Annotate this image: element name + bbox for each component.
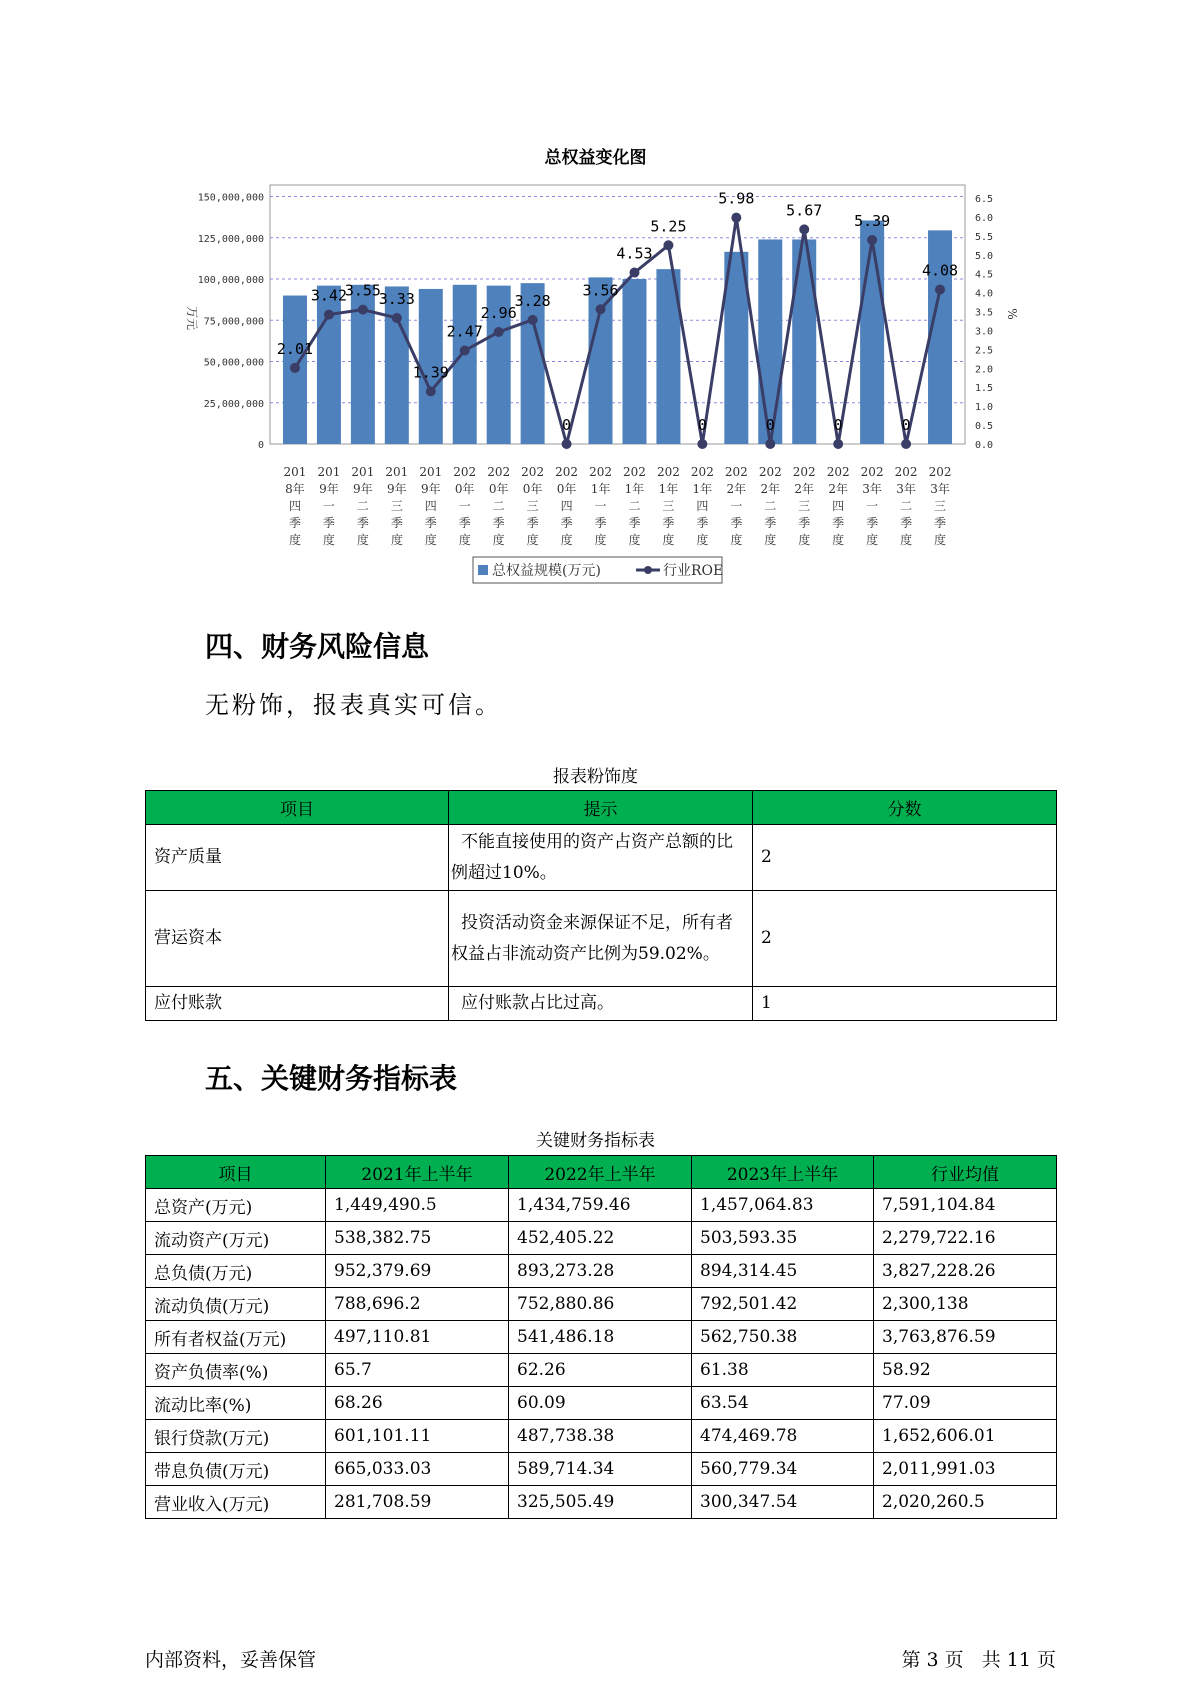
kpi-cell: 62.26 xyxy=(509,1354,692,1387)
table-row xyxy=(146,1189,1057,1222)
roe-data-label: 3.55 xyxy=(344,281,381,300)
kpi-cell: 665,033.03 xyxy=(326,1453,509,1486)
y2-tick-label: 3.0 xyxy=(975,326,994,338)
roe-point xyxy=(460,346,470,356)
kpi-cell: 325,505.49 xyxy=(509,1486,692,1519)
risk-item: 营运资本 xyxy=(146,891,449,987)
legend-line-label: 行业ROE xyxy=(663,563,724,579)
roe-data-label: 0 xyxy=(765,416,775,434)
kpi-cell: 487,738.38 xyxy=(509,1420,692,1453)
kpi-cell: 60.09 xyxy=(509,1387,692,1420)
bar xyxy=(860,220,884,444)
kpi-cell: 503,593.35 xyxy=(692,1222,874,1255)
kpi-cell: 562,750.38 xyxy=(692,1321,874,1354)
x-tick-label: 202 0年三季度 xyxy=(521,465,545,547)
table-row xyxy=(146,1453,1057,1486)
kpi-cell: 300,347.54 xyxy=(692,1486,874,1519)
y2-tick-label: 6.0 xyxy=(975,212,994,224)
risk-score: 1 xyxy=(753,987,1057,1021)
y-tick-label: 25,000,000 xyxy=(203,398,264,410)
y-tick-label: 50,000,000 xyxy=(203,357,264,369)
table-row xyxy=(146,825,1057,891)
risk-table-caption: 报表粉饰度 xyxy=(553,767,638,787)
roe-data-label: 3.28 xyxy=(514,291,551,310)
kpi-cell: 2,011,991.03 xyxy=(874,1453,1057,1486)
kpi-cell: 952,379.69 xyxy=(326,1255,509,1288)
x-tick-label: 201 9年二季度 xyxy=(351,465,375,547)
x-tick-label: 202 1年一季度 xyxy=(589,465,612,547)
risk-header-item: 项目 xyxy=(146,791,449,825)
y-tick-label: 75,000,000 xyxy=(203,316,264,328)
risk-note: 应付账款占比过高。 xyxy=(449,987,753,1021)
roe-point xyxy=(562,439,572,449)
roe-point xyxy=(494,327,504,337)
risk-score: 2 xyxy=(753,891,1057,987)
y2-tick-label: 6.5 xyxy=(975,194,994,205)
kpi-cell: 281,708.59 xyxy=(326,1486,509,1519)
x-tick-label: 201 9年四季度 xyxy=(419,465,443,547)
table-row xyxy=(146,891,1057,987)
x-tick-label: 202 3年一季度 xyxy=(860,465,884,547)
y-tick-label: 125,000,000 xyxy=(197,233,264,245)
legend-bar-label: 总权益规模(万元) xyxy=(492,563,601,579)
roe-data-label: 5.67 xyxy=(786,201,823,220)
y2-tick-label: 5.5 xyxy=(975,231,994,243)
kpi-cell: 589,714.34 xyxy=(509,1453,692,1486)
roe-data-label: 3.42 xyxy=(310,286,347,305)
x-tick-label: 202 0年四季度 xyxy=(555,465,579,547)
table-row xyxy=(146,1420,1057,1453)
section4-text: 无粉饰，报表真实可信。 xyxy=(205,691,502,719)
chart-title: 总权益变化图 xyxy=(544,148,647,168)
roe-point xyxy=(358,305,368,315)
y2-tick-label: 0.5 xyxy=(975,421,994,433)
roe-point xyxy=(392,313,402,323)
kpi-header-2022: 2022年上半年 xyxy=(509,1156,692,1189)
kpi-cell: 7,591,104.84 xyxy=(874,1189,1057,1222)
x-tick-label: 202 2年二季度 xyxy=(758,465,782,547)
kpi-item: 所有者权益(万元) xyxy=(146,1321,326,1354)
kpi-item: 流动负债(万元) xyxy=(146,1288,326,1321)
roe-point xyxy=(901,439,911,449)
x-tick-label: 202 2年一季度 xyxy=(724,465,748,547)
roe-point xyxy=(290,363,300,373)
risk-item: 资产质量 xyxy=(146,825,449,891)
kpi-item: 银行贷款(万元) xyxy=(146,1420,326,1453)
table-row xyxy=(146,1288,1057,1321)
roe-data-label: 2.96 xyxy=(480,303,517,322)
footer-note: 内部资料，妥善保管 xyxy=(145,1649,317,1671)
roe-data-label: 4.53 xyxy=(616,244,653,263)
legend-bar-swatch xyxy=(478,565,488,575)
risk-score: 2 xyxy=(753,825,1057,891)
kpi-item: 总负债(万元) xyxy=(146,1255,326,1288)
roe-point xyxy=(528,315,538,325)
page-number: 第 3 页 共 11 页 xyxy=(901,1649,1056,1671)
kpi-header-item: 项目 xyxy=(146,1156,326,1189)
y2-tick-label: 1.5 xyxy=(975,383,994,395)
table-row xyxy=(146,1387,1057,1420)
roe-point xyxy=(935,285,945,295)
roe-point xyxy=(799,224,809,234)
roe-data-label: 0 xyxy=(833,416,843,434)
roe-point xyxy=(731,213,741,223)
table-row xyxy=(146,1486,1057,1519)
roe-data-label: 3.56 xyxy=(582,281,619,300)
x-tick-label: 202 1年四季度 xyxy=(690,465,714,547)
y-tick-label: 100,000,000 xyxy=(197,275,264,287)
kpi-cell: 61.38 xyxy=(692,1354,874,1387)
kpi-cell: 474,469.78 xyxy=(692,1420,874,1453)
kpi-cell: 538,382.75 xyxy=(326,1222,509,1255)
kpi-cell: 2,279,722.16 xyxy=(874,1222,1057,1255)
legend-line-marker xyxy=(644,566,652,574)
kpi-cell: 788,696.2 xyxy=(326,1288,509,1321)
bar xyxy=(317,286,341,444)
risk-note: 投资活动资金来源保证不足，所有者权益占非流动资产比例为59.02%。 xyxy=(449,891,753,987)
risk-table xyxy=(145,790,1057,1021)
y-axis-label: 万元 xyxy=(185,305,199,331)
roe-point xyxy=(697,439,707,449)
kpi-cell: 893,273.28 xyxy=(509,1255,692,1288)
table-row xyxy=(146,987,1057,1021)
equity-chart xyxy=(0,0,1191,600)
kpi-item: 流动资产(万元) xyxy=(146,1222,326,1255)
roe-point xyxy=(867,235,877,245)
y2-tick-label: 5.0 xyxy=(975,250,994,262)
kpi-cell: 3,827,228.26 xyxy=(874,1255,1057,1288)
kpi-cell: 560,779.34 xyxy=(692,1453,874,1486)
risk-item: 应付账款 xyxy=(146,987,449,1021)
x-tick-label: 202 3年二季度 xyxy=(894,465,918,547)
kpi-cell: 1,457,064.83 xyxy=(692,1189,874,1222)
kpi-item: 营业收入(万元) xyxy=(146,1486,326,1519)
y2-tick-label: 4.0 xyxy=(975,288,994,300)
table-row xyxy=(146,1354,1057,1387)
table-row xyxy=(146,1321,1057,1354)
roe-data-label: 3.33 xyxy=(378,289,415,308)
table-row xyxy=(146,1255,1057,1288)
roe-data-label: 0 xyxy=(562,416,572,434)
table-row xyxy=(146,1222,1057,1255)
roe-data-label: 0 xyxy=(901,416,911,434)
kpi-table xyxy=(145,1155,1057,1519)
roe-point xyxy=(629,268,639,278)
kpi-item: 总资产(万元) xyxy=(146,1189,326,1222)
risk-header-score: 分数 xyxy=(753,791,1057,825)
roe-data-label: 5.98 xyxy=(718,189,755,208)
kpi-cell: 77.09 xyxy=(874,1387,1057,1420)
kpi-cell: 541,486.18 xyxy=(509,1321,692,1354)
kpi-header-industry: 行业均值 xyxy=(874,1156,1057,1189)
roe-point xyxy=(765,439,775,449)
roe-data-label: 5.39 xyxy=(854,212,891,231)
kpi-cell: 752,880.86 xyxy=(509,1288,692,1321)
roe-data-label: 1.39 xyxy=(412,363,449,382)
risk-note: 不能直接使用的资产占资产总额的比例超过10%。 xyxy=(449,825,753,891)
kpi-cell: 2,020,260.5 xyxy=(874,1486,1057,1519)
section5-heading: 五、关键财务指标表 xyxy=(205,1062,458,1095)
x-tick-label: 201 9年三季度 xyxy=(385,465,409,547)
kpi-cell: 58.92 xyxy=(874,1354,1057,1387)
kpi-cell: 65.7 xyxy=(326,1354,509,1387)
roe-data-label: 0 xyxy=(697,416,707,434)
kpi-cell: 2,300,138 xyxy=(874,1288,1057,1321)
x-tick-label: 202 2年四季度 xyxy=(826,465,850,547)
roe-data-label: 2.01 xyxy=(276,339,314,358)
y2-tick-label: 3.5 xyxy=(975,307,994,319)
x-tick-label: 202 0年一季度 xyxy=(453,465,477,547)
y2-tick-label: 1.0 xyxy=(975,402,994,414)
x-tick-label: 202 3年三季度 xyxy=(928,465,952,547)
kpi-cell: 63.54 xyxy=(692,1387,874,1420)
section4-heading: 四、财务风险信息 xyxy=(205,630,430,663)
x-tick-label: 202 1年二季度 xyxy=(623,465,646,547)
x-tick-label: 202 2年三季度 xyxy=(792,465,816,547)
bar xyxy=(453,285,477,444)
kpi-cell: 452,405.22 xyxy=(509,1222,692,1255)
y2-tick-label: 2.0 xyxy=(975,364,994,376)
kpi-cell: 1,652,606.01 xyxy=(874,1420,1057,1453)
kpi-cell: 3,763,876.59 xyxy=(874,1321,1057,1354)
bar xyxy=(385,286,409,444)
kpi-cell: 68.26 xyxy=(326,1387,509,1420)
kpi-header-2021: 2021年上半年 xyxy=(326,1156,509,1189)
bar xyxy=(622,279,646,444)
x-tick-label: 201 9年一季度 xyxy=(317,465,341,547)
roe-data-label: 5.25 xyxy=(650,217,687,236)
y2-axis-label: % xyxy=(1005,308,1019,320)
roe-point xyxy=(324,310,334,320)
kpi-cell: 497,110.81 xyxy=(326,1321,509,1354)
roe-point xyxy=(833,439,843,449)
roe-data-label: 2.47 xyxy=(446,322,483,341)
kpi-item: 流动比率(%) xyxy=(146,1387,326,1420)
kpi-header-2023: 2023年上半年 xyxy=(692,1156,874,1189)
kpi-item: 带息负债(万元) xyxy=(146,1453,326,1486)
risk-header-note: 提示 xyxy=(449,791,753,825)
y2-tick-label: 4.5 xyxy=(975,269,994,281)
x-tick-label: 201 8年四季度 xyxy=(283,465,307,547)
bar xyxy=(758,239,782,444)
roe-point xyxy=(426,386,436,396)
y-tick-label: 150,000,000 xyxy=(197,192,264,204)
kpi-cell: 1,434,759.46 xyxy=(509,1189,692,1222)
kpi-cell: 792,501.42 xyxy=(692,1288,874,1321)
kpi-table-caption: 关键财务指标表 xyxy=(536,1131,655,1151)
y-tick-label: 0 xyxy=(257,440,264,451)
roe-point xyxy=(596,304,606,314)
kpi-cell: 894,314.45 xyxy=(692,1255,874,1288)
kpi-cell: 601,101.11 xyxy=(326,1420,509,1453)
bar xyxy=(792,239,816,444)
roe-point xyxy=(663,240,673,250)
y2-tick-label: 0.0 xyxy=(975,440,994,451)
x-tick-label: 202 1年三季度 xyxy=(656,465,680,547)
x-tick-label: 202 0年二季度 xyxy=(487,465,511,547)
roe-data-label: 4.08 xyxy=(921,261,959,280)
y2-tick-label: 2.5 xyxy=(975,345,994,357)
kpi-cell: 1,449,490.5 xyxy=(326,1189,509,1222)
kpi-item: 资产负债率(%) xyxy=(146,1354,326,1387)
